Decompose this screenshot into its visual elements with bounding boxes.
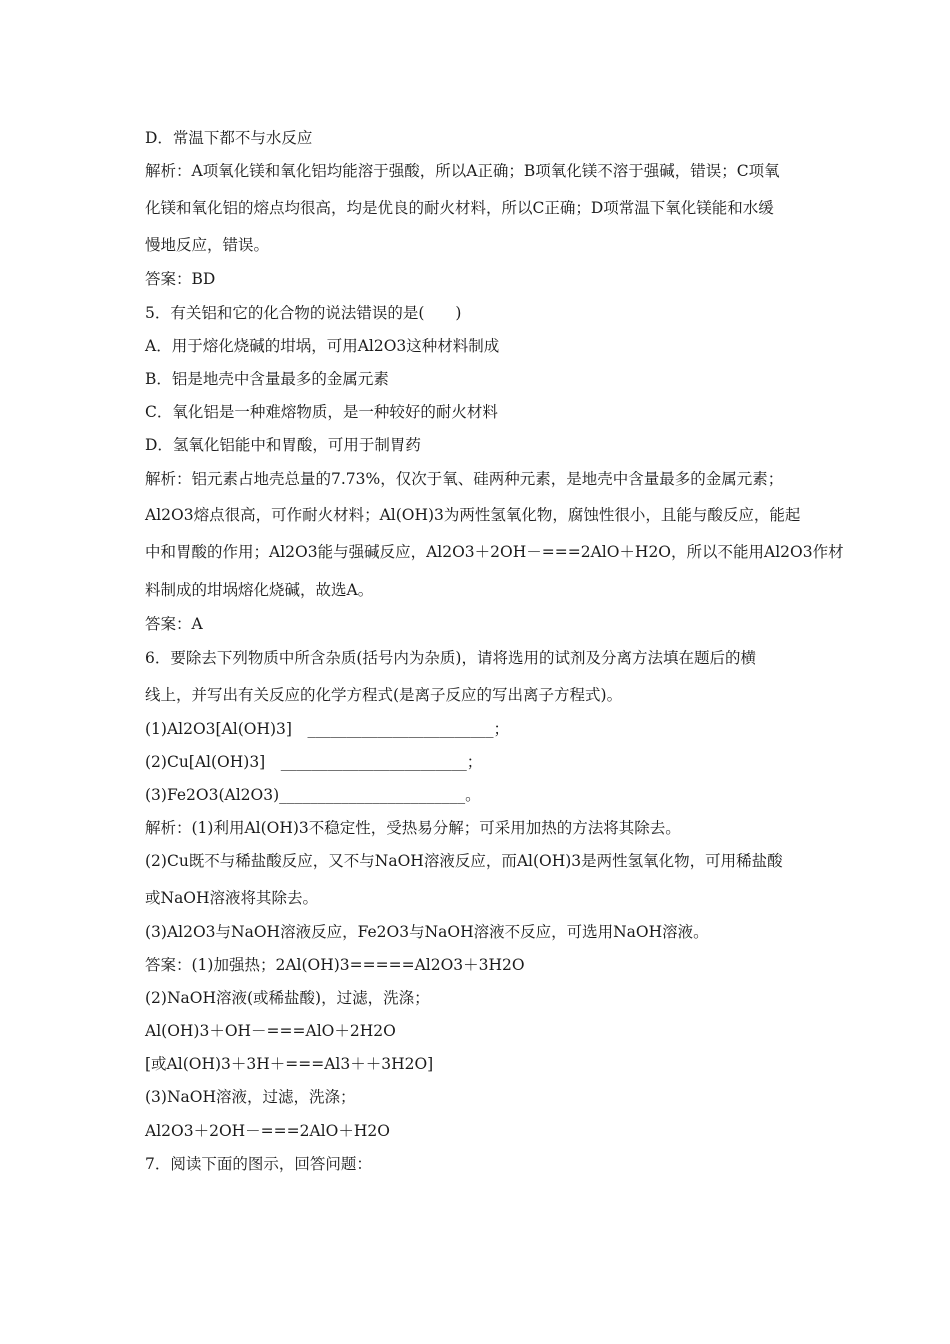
analysis-line: 解析：铝元素占地壳总量的7.73%，仅次于氧、硅两种元素，是地壳中含量最多的金属元素； [145,470,784,488]
question-7: 7．阅读下面的图示，回答问题： [145,1155,372,1173]
question-6: 线上，并写出有关反应的化学方程式(是离子反应的写出离子方程式)。 [145,686,623,704]
analysis-line: 解析：(1)利用Al(OH)3不稳定性，受热易分解；可采用加热的方法将其除去。 [145,819,681,837]
question-5: 5．有关铝和它的化合物的说法错误的是( ) [145,304,462,322]
sub-question-1: (1)Al2O3[Al(OH)3] ________________________； [145,720,509,738]
analysis-line: (2)Cu既不与稀盐酸反应，又不与NaOH溶液反应，而Al(OH)3是两性氢氧化物，可用稀盐酸 [145,852,783,870]
answer-line: (2)NaOH溶液(或稀盐酸)，过滤，洗涤； [145,989,430,1007]
answer-line: 答案：(1)加强热；2Al(OH)3=====Al2O3＋3H2O [145,956,525,974]
analysis-line: (3)Al2O3与NaOH溶液反应，Fe2O3与NaOH溶液不反应，可选用NaOH溶液。 [145,923,709,941]
answer-line: (3)NaOH溶液，过滤，洗涤； [145,1088,356,1106]
option-c: C．氧化铝是一种难熔物质，是一种较好的耐火材料 [145,403,498,421]
equation-line: Al2O3＋2OH－===2AlO＋H2O [145,1122,390,1140]
option-d-q4: D．常温下都不与水反应 [145,129,313,147]
analysis-line: 或NaOH溶液将其除去。 [145,889,319,907]
analysis-line: 料制成的坩埚熔化烧碱，故选A。 [145,581,374,599]
answer-line: 答案：BD [145,270,216,288]
sub-question-2: (2)Cu[Al(OH)3] ________________________； [145,753,483,771]
option-d: D．氢氧化铝能中和胃酸，可用于制胃药 [145,436,421,454]
analysis-line: Al2O3熔点很高，可作耐火材料；Al(OH)3为两性氢氧化物，腐蚀性很小，且能与酸反应，能起 [145,506,801,524]
answer-line: 答案：A [145,615,203,633]
analysis-line: 慢地反应，错误。 [145,236,270,254]
equation-line: [或Al(OH)3＋3H＋===Al3＋＋3H2O] [145,1055,434,1073]
sub-question-3: (3)Fe2O3(Al2O3)________________________。 [145,786,481,804]
option-a: A．用于熔化烧碱的坩埚，可用Al2O3这种材料制成 [145,337,500,355]
analysis-line: 解析：A项氧化镁和氧化铝均能溶于强酸，所以A正确；B项氧化镁不溶于强碱，错误；C项氧 [145,162,780,180]
option-b: B．铝是地壳中含量最多的金属元素 [145,370,389,388]
question-6: 6．要除去下列物质中所含杂质(括号内为杂质)，请将选用的试剂及分离方法填在题后的横 [145,649,756,667]
equation-line: Al(OH)3＋OH－===AlO＋2H2O [145,1022,396,1040]
analysis-line: 中和胃酸的作用；Al2O3能与强碱反应，Al2O3＋2OH－===2AlO＋H2O，所以不能用Al2O3作材 [145,543,844,561]
analysis-line: 化镁和氧化铝的熔点均很高，均是优良的耐火材料，所以C正确；D项常温下氧化镁能和水缓 [145,199,774,217]
